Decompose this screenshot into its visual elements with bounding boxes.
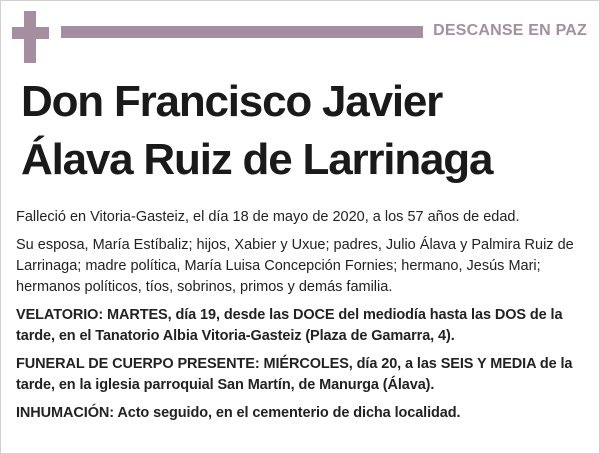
latin-cross-icon bbox=[12, 11, 50, 63]
family-statement: Su esposa, María Estíbaliz; hijos, Xabier y Uxue; padres, Julio Álava y Palmira Ruiz de Larrinaga; madre política, María Luisa Concepción Fornies; hermano, Jesús Mari; hermanos políticos, tíos, sobrinos, primos y demás familia. bbox=[16, 237, 574, 295]
funeral-details: FUNERAL DE CUERPO PRESENTE: MIÉRCOLES, día 20, a las SEIS Y MEDIA de la tarde, en la iglesia parroquial San Martín, de Manurga (Álava). bbox=[16, 356, 573, 393]
deceased-name bbox=[21, 73, 492, 189]
burial-details: INHUMACIÓN: Acto seguido, en el cementerio de dicha localidad. bbox=[16, 405, 461, 421]
wake-details: VELATORIO: MARTES, día 19, desde las DOCE del mediodía hasta las DOS de la tarde, en el Tanatorio Albia Vitoria-Gasteiz (Plaza de Gamarra, 4). bbox=[16, 307, 563, 344]
header-rule bbox=[61, 26, 423, 38]
deceased-name-line-2: Álava Ruiz de Larrinaga bbox=[21, 135, 493, 184]
deceased-name-line-1: Don Francisco Javier bbox=[21, 77, 443, 126]
tagline: DESCANSE EN PAZ bbox=[433, 22, 587, 39]
notice-body bbox=[16, 207, 591, 431]
death-statement: Falleció en Vitoria-Gasteiz, el día 18 de mayo de 2020, a los 57 años de edad. bbox=[16, 209, 520, 225]
